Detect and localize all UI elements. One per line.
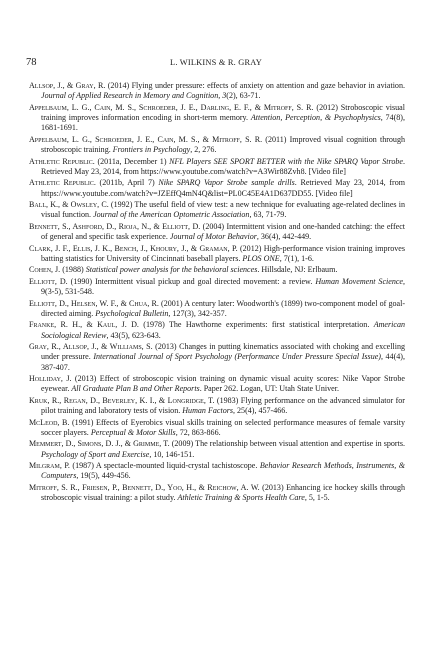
- reference-details: , 7(1), 1-6.: [279, 253, 314, 263]
- reference-source: Journal of Applied Research in Memory and Cognition, 3: [41, 91, 227, 101]
- reference-authors: Gray, R., Allsop, J., & Williams, S.: [29, 342, 153, 351]
- reference-list: [29, 81, 405, 505]
- reference-details: . Hillsdale, NJ: Erlbaum.: [257, 265, 338, 275]
- reference-entry: [29, 320, 405, 341]
- reference-entry: [29, 244, 405, 265]
- reference-entry: [29, 222, 405, 243]
- reference-source: International Journal of Sport Psychology (Performance Under Pressure Special Issue): [93, 352, 381, 362]
- reference-details: , 36(4), 442-449.: [256, 232, 312, 242]
- reference-source: Attention, Perception, & Psychophysics: [250, 113, 381, 123]
- reference-source: Psychology of Sport and Exercise: [41, 449, 150, 459]
- reference-text: (2011a, December 1): [94, 156, 170, 166]
- reference-details: , 63, 71-79.: [249, 210, 287, 220]
- reference-details: (2), 63-71.: [226, 91, 261, 101]
- reference-entry: [29, 483, 405, 504]
- reference-text: (2012) Stroboscopic visual training improves information encoding in short-term memory.: [41, 102, 405, 123]
- reference-source: All Graduate Plan B and Other Reports: [71, 384, 200, 394]
- reference-entry: [29, 103, 405, 134]
- reference-authors: Elliott, D.: [29, 276, 68, 286]
- reference-text: (2001) A century later: Woodworth's (1899) two-component model of goal-directed aiming.: [41, 298, 405, 318]
- reference-authors: Athletic Republic.: [29, 156, 95, 166]
- reference-authors: Elliott, D., Helsen, W. F., & Chua, R.: [29, 298, 159, 308]
- reference-authors: Appelbaum, L. G., Cain, M. S., Schroeder, J. E., Darling, E. F., & Mitroff, S. R.: [29, 102, 314, 112]
- reference-details: , 44(4), 387-407.: [41, 352, 405, 372]
- reference-details: , 43(5), 623-643.: [106, 330, 161, 340]
- reference-authors: Appelbaum, L. G., Schroeder, J. E., Cain, M. S., & Mitroff, S. R.: [29, 134, 263, 144]
- reference-authors: Allsop, J., & Gray, R.: [29, 81, 106, 90]
- reference-text: (1990) Intermittent visual pickup and goal directed movement: a review.: [67, 276, 316, 286]
- reference-entry: [29, 200, 405, 221]
- reference-text: (2013) Effect of stroboscopic vision training on dynamic visual acuity scores: Nike Vapor Strobe eyewear.: [41, 374, 405, 394]
- reference-entry: [29, 81, 405, 102]
- reference-source: PLOS ONE: [242, 253, 280, 263]
- reference-source: Journal of Motor Behavior: [169, 232, 257, 242]
- reference-entry: [29, 135, 405, 156]
- reference-text: (2013) Enhancing ice hockey skills through stroboscopic visual training: a pilot study.: [41, 482, 406, 503]
- reference-entry: [29, 418, 405, 439]
- reference-text: (1992) The useful field of view test: a new technique for evaluating age-related declines in visual function.: [41, 200, 405, 220]
- reference-entry: [29, 299, 405, 320]
- reference-details: , 2, 276.: [190, 145, 217, 155]
- reference-details: , 10, 146-151.: [149, 449, 195, 459]
- reference-text: (1991) Effects of Eyerobics visual skills training on selected performance measures of female varsity soccer players.: [41, 417, 405, 437]
- reference-authors: Kruk, R., Regan, D., Beverley, K. I., & Longridge, T.: [29, 395, 215, 405]
- reference-entry: [29, 439, 405, 460]
- reference-text: (1978) The Hawthorne experiments: first statistical interpretation.: [138, 320, 374, 330]
- reference-entry: [29, 178, 405, 199]
- reference-source: NFL Players SEE SPORT BETTER with the Nike SPARQ Vapor Strobe: [169, 156, 403, 166]
- reference-authors: Clark, J. F., Ellis, J. K., Bench, J., Khoury, J., & Graman, P.: [29, 243, 238, 253]
- reference-details: , 72, 863-866.: [175, 427, 221, 437]
- reference-entry: [29, 277, 405, 298]
- reference-authors: Memmert, D., Simons, D. J., & Grimme, T.: [29, 439, 170, 449]
- reference-authors: Holliday, J.: [29, 374, 72, 384]
- reference-entry: [29, 374, 405, 395]
- reference-source: American Sociological Review: [41, 320, 405, 340]
- reference-source: Journal of the American Optometric Association: [93, 210, 250, 220]
- reference-entry: [29, 396, 405, 417]
- reference-details: , 19(5), 449-456.: [76, 471, 131, 481]
- reference-text: (1983) Flying performance on the advanced simulator for pilot training and laboratory tests of vision.: [41, 395, 405, 416]
- reference-authors: Ball, K., & Owsley, C.: [29, 200, 109, 210]
- reference-text: (2012) High-performance vision training improves batting statistics for University of Cincinnati baseball players.: [41, 243, 406, 263]
- reference-authors: Bennett, S., Ashford, D., Rioja, N., & Elliott, D.: [29, 221, 201, 231]
- reference-text: (2011b, April 7): [95, 178, 159, 188]
- reference-source: Human Factors: [182, 406, 233, 416]
- reference-text: (1987) A spectacle-mounted liquid-crystal tachistoscope.: [69, 461, 260, 471]
- reference-text: (2013) Changes in putting kinematics associated with choking and excelling under pressure.: [41, 342, 405, 362]
- reference-details: . Retrieved May 23, 2014, from https://www.youtube.com/watch?v=JZEffQ4mN4Q&list=PL0C45E4A1D637DD55. [Video file]: [41, 178, 406, 198]
- reference-source: Nike SPARQ Vapor Strobe sample drills: [158, 178, 295, 188]
- reference-text: (2004) Intermittent vision and one-handed catching: the effect of general and specific task experience.: [41, 221, 405, 242]
- reference-text: (2014) Flying under pressure: effects of anxiety on attention and gaze behavior in aviation.: [105, 81, 405, 90]
- reference-authors: Cohen, J.: [29, 265, 61, 275]
- reference-text: (2011) Improved visual cognition through stroboscopic training.: [41, 134, 406, 155]
- running-head: L. WILKINS & R. GRAY: [170, 58, 262, 67]
- reference-details: , 127(3), 342-357.: [168, 308, 227, 318]
- reference-entry: [29, 461, 405, 482]
- reference-source: Frontiers in Psychology: [112, 145, 191, 155]
- reference-details: . Retrieved May 23, 2014, from https://www.youtube.com/watch?v=A3Wir88Zvh8. [Video file]: [41, 156, 405, 176]
- reference-entry: [29, 342, 405, 373]
- reference-source: Athletic Training & Sports Health Care: [177, 493, 305, 503]
- running-header: [26, 57, 406, 69]
- reference-entry: [29, 265, 405, 275]
- reference-details: , 9(3-5), 531-548.: [41, 276, 406, 297]
- reference-source: Human Movement Science: [315, 276, 403, 286]
- reference-details: , 74(8), 1681-1691.: [41, 113, 405, 133]
- reference-details: . Paper 262. Logan, UT: Utah State Univer.: [199, 384, 339, 394]
- reference-details: , 25(4), 457-466.: [233, 406, 288, 416]
- reference-authors: Mitroff, S. R., Friesen, P., Bennett, D., Yoo, H., & Reichow, A. W.: [29, 482, 260, 492]
- reference-authors: Athletic Republic.: [29, 178, 96, 188]
- reference-source: Perceptual & Motor Skills: [90, 427, 176, 437]
- reference-text: (1988): [60, 265, 86, 275]
- reference-authors: Franke, R. H., & Kaul, J. D.: [29, 320, 139, 330]
- reference-source: Statistical power analysis for the behavioral sciences: [85, 265, 258, 275]
- reference-source: Behavior Research Methods, Instruments, & Computers: [41, 461, 405, 481]
- reference-authors: Milgram, P.: [29, 461, 70, 471]
- reference-text: (2009) The relationship between visual attention and expertise in sports.: [169, 439, 405, 449]
- reference-entry: [29, 157, 405, 178]
- reference-authors: McLeod, B.: [29, 417, 70, 427]
- reference-source: Psychological Bulletin: [95, 308, 169, 318]
- page-number: 78: [26, 57, 37, 68]
- reference-details: , 5, 1-5.: [304, 493, 330, 503]
